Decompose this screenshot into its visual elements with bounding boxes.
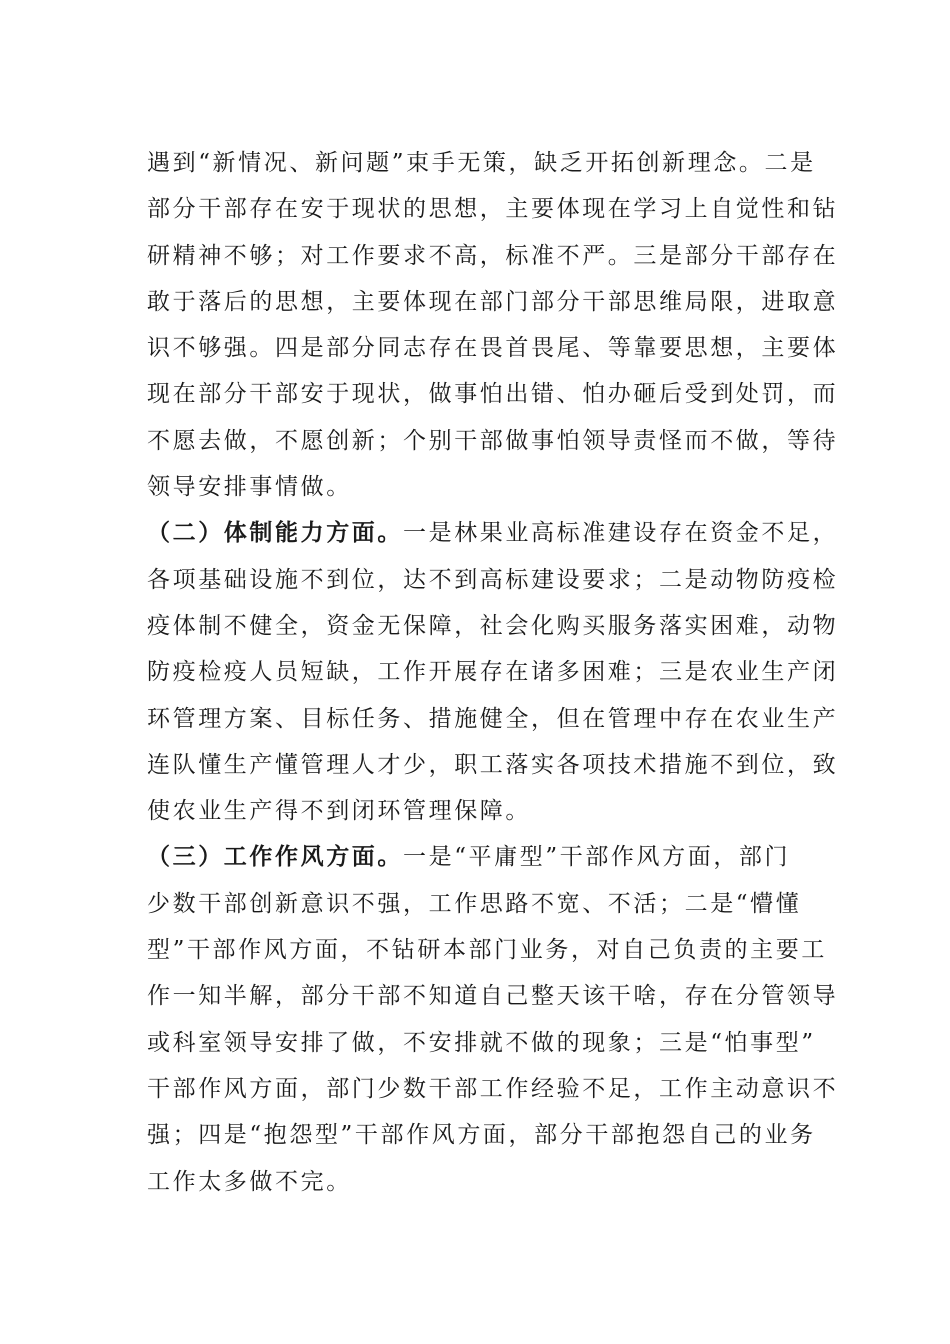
- paragraph-line: 强；四是“抱怨型”干部作风方面，部分干部抱怨自己的业务: [147, 1122, 816, 1149]
- paragraph-line: 型”干部作风方面，不钻研本部门业务，对自己负责的主要工: [147, 937, 827, 964]
- paragraph-text: 一是林果业高标准建设存在资金不足，: [403, 520, 839, 547]
- section-heading: （三）工作作风方面。: [147, 843, 403, 871]
- paragraph-line: 少数干部创新意识不强，工作思路不宽、不活；二是“懵懂: [147, 890, 802, 917]
- paragraph-line: 研精神不够；对工作要求不高，标准不严。三是部分干部存在: [147, 242, 839, 269]
- paragraph-line: 防疫检疫人员短缺，工作开展存在诸多困难；三是农业生产闭: [147, 659, 839, 686]
- paragraph-line: 作一知半解，部分干部不知道自己整天该干啥，存在分管领导: [147, 983, 839, 1010]
- paragraph-line: 遇到“新情况、新问题”束手无策，缺乏开拓创新理念。二是: [147, 150, 816, 176]
- paragraph-line: 现在部分干部安于现状，做事怕出错、怕办砸后受到处罚，而: [147, 381, 839, 408]
- paragraph-first-line: [147, 510, 837, 556]
- paragraph-line: 工作太多做不完。: [147, 1168, 352, 1195]
- document-body: [147, 140, 837, 1205]
- paragraph-line: 识不够强。四是部分同志存在畏首畏尾、等靠要思想，主要体: [147, 335, 839, 362]
- paragraph-line: 部分干部存在安于现状的思想，主要体现在学习上自觉性和钻: [147, 196, 839, 223]
- paragraph-line: 连队懂生产懂管理人才少，职工落实各项技术措施不到位，致: [147, 751, 839, 778]
- paragraph-line: 敢于落后的思想，主要体现在部门部分干部思维局限，进取意: [147, 288, 839, 315]
- paragraph-line: 使农业生产得不到闭环管理保障。: [147, 798, 531, 825]
- paragraph-line: 领导安排事情做。: [147, 474, 352, 501]
- paragraph-first-line: [147, 834, 837, 880]
- paragraph-line: 各项基础设施不到位，达不到高标建设要求；二是动物防疫检: [147, 566, 839, 593]
- paragraph-line: 干部作风方面，部门少数干部工作经验不足，工作主动意识不: [147, 1075, 839, 1102]
- section-heading: （二）体制能力方面。: [147, 519, 403, 547]
- paragraph-line: 环管理方案、目标任务、措施健全，但在管理中存在农业生产: [147, 705, 839, 732]
- paragraph-text: 一是“平庸型”干部作风方面，部门: [403, 844, 791, 871]
- paragraph-line: 不愿去做，不愿创新；个别干部做事怕领导责怪而不做，等待: [147, 427, 839, 454]
- paragraph-line: 或科室领导安排了做，不安排就不做的现象；三是“怕事型”: [147, 1029, 816, 1056]
- paragraph-line: 疫体制不健全，资金无保障，社会化购买服务落实困难，动物: [147, 612, 839, 639]
